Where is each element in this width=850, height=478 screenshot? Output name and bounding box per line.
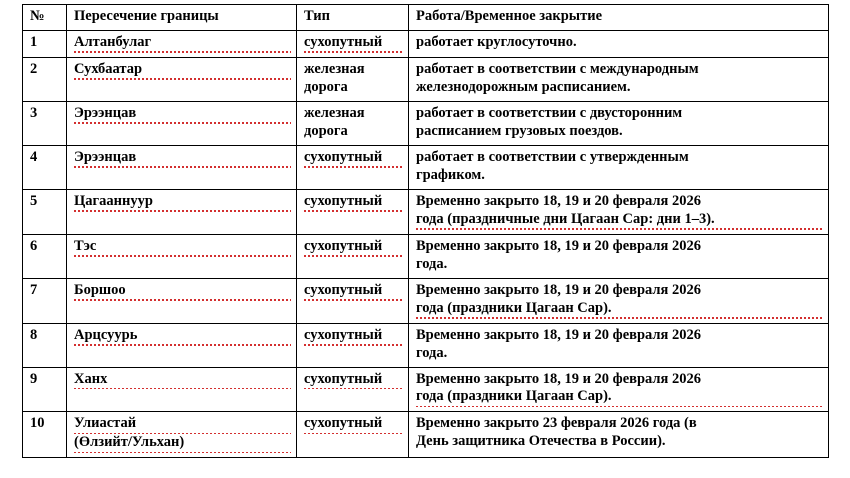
cell-crossing: [67, 412, 297, 458]
cell-schedule-line: Временно закрыто 23 февраля 2026 года (в: [416, 415, 697, 432]
table-row: [23, 101, 829, 145]
cell-crossing: [67, 101, 297, 145]
cell-crossing: [67, 234, 297, 278]
cell-crossing: [67, 278, 297, 323]
cell-crossing-line: Эрээнцав: [74, 149, 291, 168]
cell-type-line: дорога: [304, 78, 348, 95]
table-row: [23, 367, 829, 412]
table-row: [23, 234, 829, 278]
table-row: [23, 323, 829, 367]
cell-schedule: [409, 323, 829, 367]
cell-schedule: [409, 101, 829, 145]
cell-type-line: сухопутный: [304, 238, 403, 257]
cell-schedule-line: года (праздники Цагаан Сар).: [416, 300, 823, 319]
table-header: [23, 5, 829, 31]
cell-type: [297, 234, 409, 278]
table-row: [23, 189, 829, 234]
cell-schedule-line: работает в соответствии с международным: [416, 60, 699, 77]
cell-schedule: [409, 57, 829, 101]
cell-schedule-line: работает в соответствии с утвержденным: [416, 148, 689, 165]
column-header-type: Тип: [297, 5, 409, 31]
cell-number: 9: [23, 367, 67, 412]
cell-type-line: сухопутный: [304, 415, 403, 434]
cell-schedule: [409, 278, 829, 323]
cell-schedule-line: графиком.: [416, 166, 485, 183]
table-row: [23, 30, 829, 57]
cell-schedule-line: День защитника Отечества в России).: [416, 433, 666, 450]
cell-schedule: [409, 412, 829, 458]
cell-schedule: [409, 30, 829, 57]
cell-schedule-line: Временно закрыто 18, 19 и 20 февраля 2026: [416, 281, 702, 298]
cell-crossing-line: Алтанбулаг: [74, 34, 291, 53]
cell-crossing-line: Цагааннуур: [74, 193, 291, 212]
cell-number: 4: [23, 145, 67, 189]
cell-schedule-line: года.: [416, 344, 448, 361]
cell-schedule-line: Временно закрыто 18, 19 и 20 февраля 2026: [416, 192, 702, 209]
cell-type: [297, 101, 409, 145]
table-row: [23, 412, 829, 458]
table-header-row: [23, 5, 829, 31]
cell-crossing-line: Ханх: [74, 371, 291, 390]
column-header-number: №: [23, 5, 67, 31]
cell-schedule-line: года.: [416, 255, 448, 272]
cell-type: [297, 278, 409, 323]
cell-type: [297, 145, 409, 189]
column-header-crossing: Пересечение границы: [67, 5, 297, 31]
cell-crossing: [67, 367, 297, 412]
cell-type-line: сухопутный: [304, 34, 403, 53]
cell-crossing-line: Эрээнцав: [74, 105, 291, 124]
cell-number: 6: [23, 234, 67, 278]
cell-crossing-line: Арцсуурь: [74, 327, 291, 346]
cell-type-line: сухопутный: [304, 282, 403, 301]
cell-schedule-line: работает круглосуточно.: [416, 33, 577, 50]
cell-crossing-line: Тэс: [74, 238, 291, 257]
cell-number: 5: [23, 189, 67, 234]
table-row: [23, 57, 829, 101]
column-header-schedule: Работа/Временное закрытие: [409, 5, 829, 31]
cell-type: [297, 57, 409, 101]
cell-type: [297, 30, 409, 57]
cell-type-line: дорога: [304, 122, 348, 139]
cell-crossing: [67, 57, 297, 101]
cell-schedule: [409, 367, 829, 412]
cell-crossing: [67, 30, 297, 57]
cell-schedule-line: года (праздники Цагаан Сар).: [416, 388, 823, 407]
cell-schedule: [409, 145, 829, 189]
cell-crossing-line: Сухбаатар: [74, 61, 291, 80]
cell-type-line: сухопутный: [304, 371, 403, 390]
table-row: [23, 145, 829, 189]
cell-number: 7: [23, 278, 67, 323]
cell-type-line: сухопутный: [304, 149, 403, 168]
table-body: [23, 30, 829, 457]
cell-crossing: [67, 323, 297, 367]
cell-type-line: железная: [304, 60, 365, 77]
table-row: [23, 278, 829, 323]
cell-type: [297, 323, 409, 367]
cell-schedule-line: Временно закрыто 18, 19 и 20 февраля 2026: [416, 370, 702, 387]
border-crossings-table: [22, 4, 829, 458]
cell-type: [297, 367, 409, 412]
cell-type-line: железная: [304, 104, 365, 121]
cell-number: 2: [23, 57, 67, 101]
cell-schedule-line: расписанием грузовых поездов.: [416, 122, 623, 139]
cell-schedule-line: года (праздничные дни Цагаан Сар: дни 1–3).: [416, 211, 823, 230]
cell-crossing: [67, 145, 297, 189]
cell-crossing-line: (Өлзийт/Ульхан): [74, 434, 291, 453]
cell-type-line: сухопутный: [304, 193, 403, 212]
cell-type-line: сухопутный: [304, 327, 403, 346]
cell-schedule: [409, 189, 829, 234]
cell-schedule-line: Временно закрыто 18, 19 и 20 февраля 2026: [416, 237, 702, 254]
cell-number: 8: [23, 323, 67, 367]
cell-crossing-line: Улиастай: [74, 415, 291, 434]
cell-schedule-line: работает в соответствии с двусторонним: [416, 104, 683, 121]
cell-schedule-line: железнодорожным расписанием.: [416, 78, 631, 95]
cell-number: 3: [23, 101, 67, 145]
cell-crossing: [67, 189, 297, 234]
cell-type: [297, 412, 409, 458]
cell-schedule-line: Временно закрыто 18, 19 и 20 февраля 2026: [416, 326, 702, 343]
cell-type: [297, 189, 409, 234]
cell-number: 1: [23, 30, 67, 57]
cell-crossing-line: Боршоо: [74, 282, 291, 301]
cell-schedule: [409, 234, 829, 278]
cell-number: 10: [23, 412, 67, 458]
